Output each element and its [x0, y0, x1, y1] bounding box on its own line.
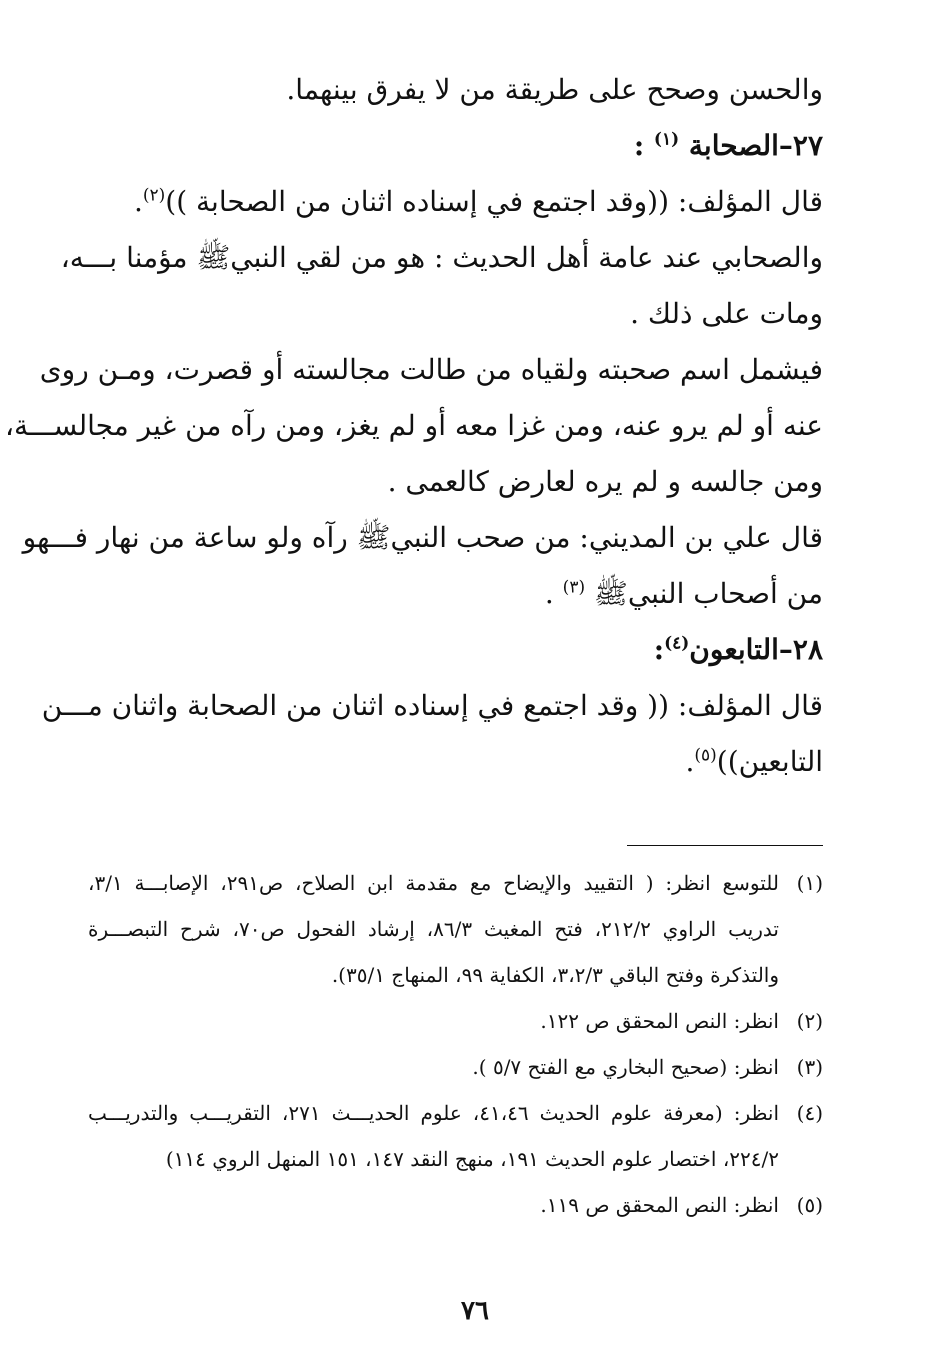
text-line: [60, 230, 823, 286]
footnote-4: [88, 1090, 823, 1182]
footnote-ref[interactable]: (٣): [562, 577, 586, 598]
text-line: [39, 342, 823, 398]
footnote-number: (٢): [796, 1009, 823, 1033]
text: من أصحاب النبيﷺ: [585, 577, 823, 610]
text: قال المؤلف: (( وقد اجتمع في إسناده اثنان من الصحابة واثنان مـــن: [41, 689, 823, 722]
text: عنه أو لم يرو عنه، ومن غزا معه أو لم يغز، ومن رآه من غير مجالســـة،: [4, 409, 823, 442]
text: قال المؤلف: ((وقد اجتمع في إسناده اثنان من الصحابة )): [165, 185, 823, 218]
text-line: [88, 286, 823, 342]
footnote-body: [88, 1044, 779, 1090]
footnote-1: [88, 860, 823, 998]
text-line: [88, 566, 823, 622]
footnote-line: والتذكرة وفتح الباقي ٣،٢/٣، الكفاية ٩٩، المنهاج ٣٥/١).: [331, 963, 779, 987]
section-heading-27: [88, 118, 823, 174]
text-line: [41, 678, 823, 734]
footnote-number: (٤): [796, 1101, 823, 1125]
footnote-2: [88, 998, 823, 1044]
footnote-body: [88, 998, 779, 1044]
punctuation: :: [633, 129, 654, 162]
footnote-ref[interactable]: (٥): [694, 745, 717, 766]
main-text: [4, 62, 823, 790]
footnote-line: ٢٢٤/٢، اختصار علوم الحديث ١٩١، منهج النقد ١٤٧، ١٥١ المنهل الروي ١١٤): [165, 1147, 779, 1171]
text-line: [88, 454, 823, 510]
footnote-number: (٣): [796, 1055, 823, 1079]
footnote-body: [88, 1182, 779, 1228]
text: والصحابي عند عامة أهل الحديث : هو من لقي النبيﷺ مؤمنا بـــه،: [60, 241, 823, 274]
text-line: [4, 398, 823, 454]
footnote-line: انظر: (معرفة علوم الحديث ٤١،٤٦، علوم الحديـــث ٢٧١، التقريـــب والتدريـــب: [88, 1101, 780, 1125]
footnote-ref[interactable]: (٢): [142, 185, 166, 206]
section-number: ٢٧: [792, 129, 823, 162]
text: قال علي بن المديني: من صحب النبيﷺ رآه ولو ساعة من نهار فـــهو: [22, 521, 823, 554]
footnote-number: (١): [796, 871, 823, 895]
text: والحسن وصحح على طريقة من لا يفرق بينهما.: [286, 73, 823, 106]
page-number: ٧٦: [461, 1296, 489, 1326]
text-line: [88, 174, 823, 230]
footnote-ref[interactable]: (٤): [664, 633, 690, 654]
footnote-body: [88, 1090, 779, 1182]
footnote-body: [88, 860, 779, 998]
section-heading-28: [88, 622, 823, 678]
footnote-divider: [627, 845, 823, 846]
text: فيشمل اسم صحبته ولقياه من طالت مجالسته أو قصرت، ومـن روى: [39, 353, 823, 386]
footnote-line: تدريب الراوي ٢١٢/٢، فتح المغيث ٨٦/٣، إرشاد الفحول ص٧٠، شرح التبصـــرة: [88, 917, 779, 941]
section-title: –الصحابة: [688, 129, 793, 162]
text: التابعين)): [716, 745, 823, 778]
footnotes: [88, 860, 823, 1228]
punctuation: .: [544, 577, 563, 610]
footnote-line: للتوسع انظر: ( التقييد والإيضاح مع مقدمة ابن الصلاح، ص٢٩١، الإصابـــة ٣/١،: [88, 871, 779, 895]
footnote-5: [88, 1182, 823, 1228]
footnote-number: (٥): [796, 1193, 823, 1217]
footnote-line: انظر: النص المحقق ص ١١٩.: [540, 1193, 779, 1217]
text-line: [88, 62, 823, 118]
footnote-line: انظر: (صحيح البخاري مع الفتح ٥/٧ ).: [472, 1055, 779, 1079]
punctuation: :: [653, 633, 665, 666]
footnote-line: انظر: النص المحقق ص ١٢٢.: [540, 1009, 779, 1033]
text: ومن جالسه و لم يره لعارض كالعمى .: [387, 465, 823, 498]
footnote-ref[interactable]: (١): [653, 129, 680, 150]
punctuation: .: [685, 745, 695, 778]
text-line: [22, 510, 823, 566]
text: ومات على ذلك .: [630, 297, 823, 330]
section-number: ٢٨: [792, 633, 823, 666]
section-title: –التابعون: [689, 633, 793, 666]
text-line: [88, 734, 823, 790]
footnote-3: [88, 1044, 823, 1090]
punctuation: .: [133, 185, 143, 218]
